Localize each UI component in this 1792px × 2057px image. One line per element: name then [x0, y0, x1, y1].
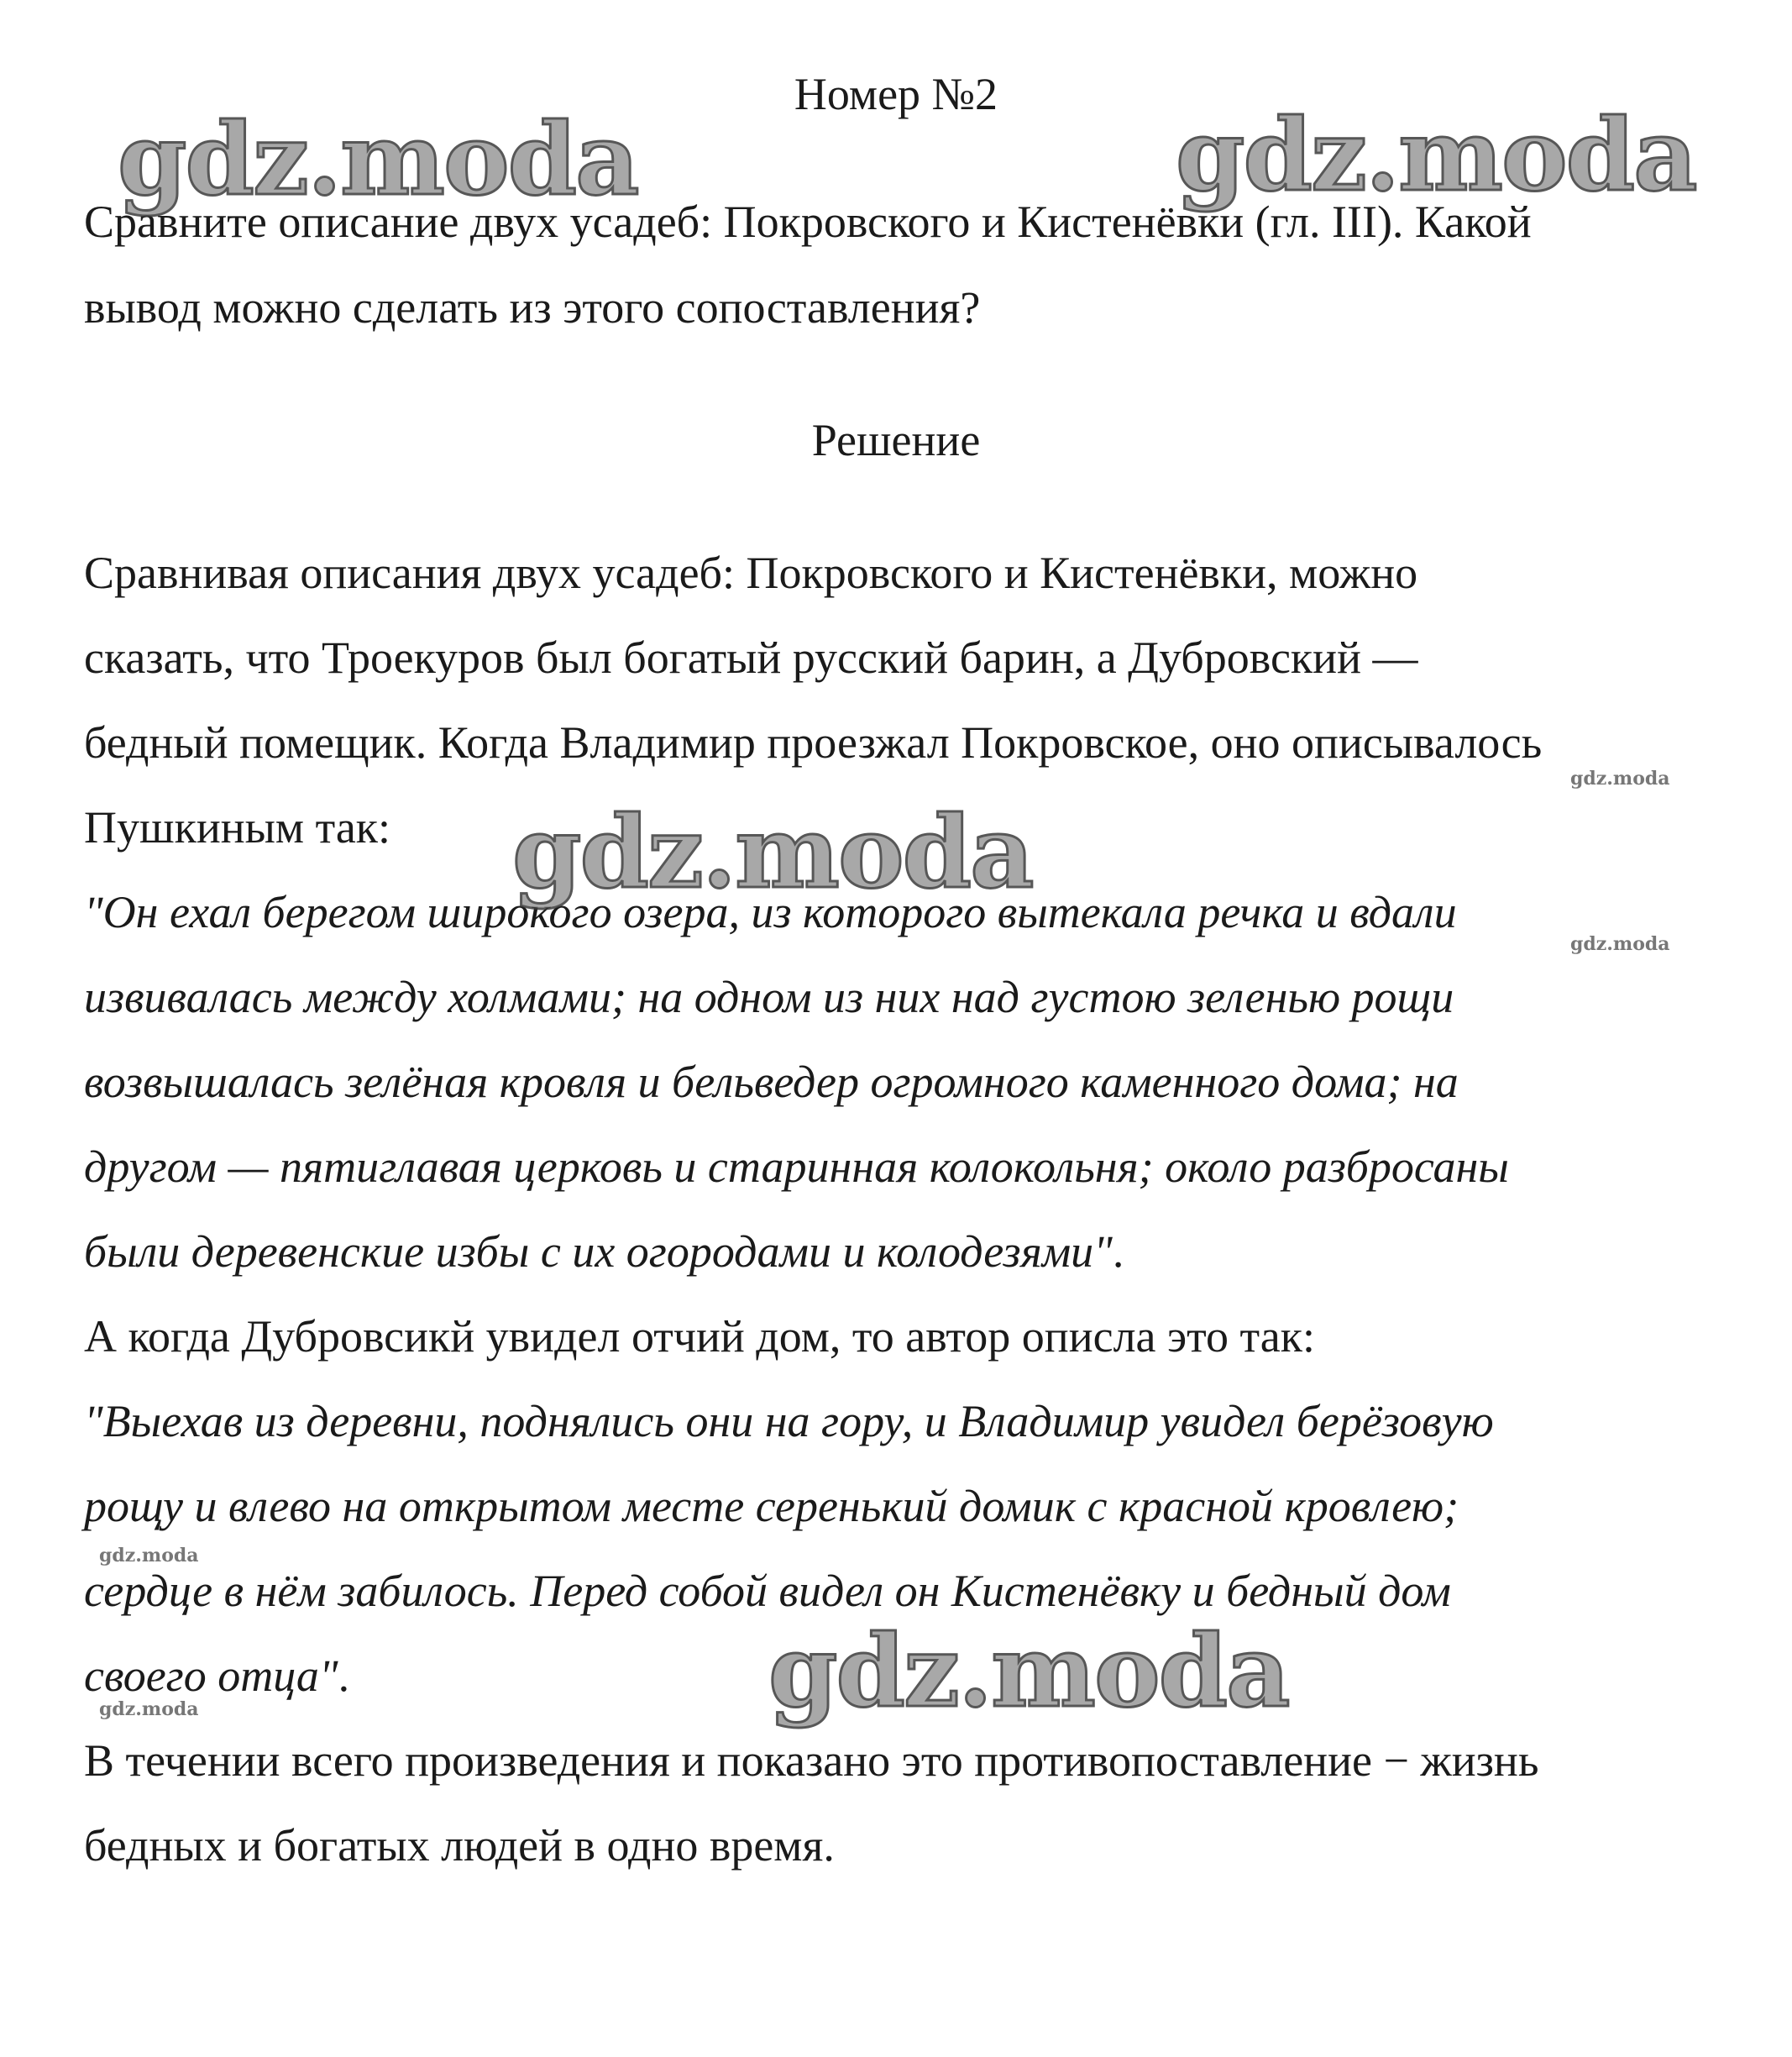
quote1-end-punct: .	[1112, 1226, 1124, 1277]
solution-intro-line-2: сказать, что Троекуров был богатый русский барин, а Дубровский —	[84, 632, 1418, 683]
watermark-large: gdz.moda	[118, 101, 638, 218]
solution-intro-line-4: Пушкиным так:	[84, 802, 391, 853]
quote2-line-4-text: своего отца"	[84, 1650, 338, 1701]
watermark-small: gdz.moda	[1570, 933, 1670, 955]
quote1-line-1: "Он ехал берегом широкого озера, из которого вытекала речка и вдали	[84, 887, 1457, 937]
quote2-end-punct: .	[338, 1650, 350, 1701]
page-title: Номер №2	[794, 69, 998, 119]
solution-intro-line-3: бедный помещик. Когда Владимир проезжал Покровское, оно описывалось	[84, 717, 1543, 768]
quote2-line-2: рощу и влево на открытом месте серенький домик с красной кровлею;	[84, 1481, 1459, 1531]
quote2-line-1: "Выехав из деревни, поднялись они на гору, и Владимир увидел берёзовую	[84, 1396, 1494, 1446]
watermark-small: gdz.moda	[99, 1698, 199, 1720]
watermark-large: gdz.moda	[512, 794, 1033, 910]
quote1-line-5	[84, 1225, 1124, 1278]
quote1-line-2: извивалась между холмами; на одном из них над густою зеленью рощи	[84, 972, 1454, 1022]
question-line-2: вывод можно сделать из этого сопоставления?	[84, 282, 981, 333]
question-line-1: Сравните описание двух усадеб: Покровского и Кистенёвки (гл. III). Какой	[84, 197, 1532, 247]
solution-intro-line-1: Сравнивая описания двух усадеб: Покровского и Кистенёвки, можно	[84, 548, 1418, 598]
quote1-line-4: другом — пятиглавая церковь и старинная колокольня; около разбросаны	[84, 1141, 1509, 1192]
quote1-line-3: возвышалась зелёная кровля и бельведер огромного каменного дома; на	[84, 1057, 1459, 1107]
quote1-line-5-text: были деревенские избы с их огородами и колодезями"	[84, 1226, 1113, 1277]
watermark-large: gdz.moda	[768, 1613, 1289, 1729]
watermark-small: gdz.moda	[99, 1545, 199, 1566]
conclusion-line-1: В течении всего произведения и показано это противопоставление − жизнь	[84, 1735, 1539, 1786]
transition-line: А когда Дубровсикй увидел отчий дом, то автор описла это так:	[84, 1311, 1316, 1362]
quote2-line-4	[84, 1649, 349, 1703]
solution-heading: Решение	[811, 415, 981, 465]
quote2-line-3: сердце в нём забилось. Перед собой видел он Кистенёвку и бедный дом	[84, 1566, 1451, 1616]
watermark-large: gdz.moda	[1176, 97, 1696, 213]
watermark-small: gdz.moda	[1570, 768, 1670, 790]
conclusion-line-2: бедных и богатых людей в одно время.	[84, 1820, 835, 1871]
